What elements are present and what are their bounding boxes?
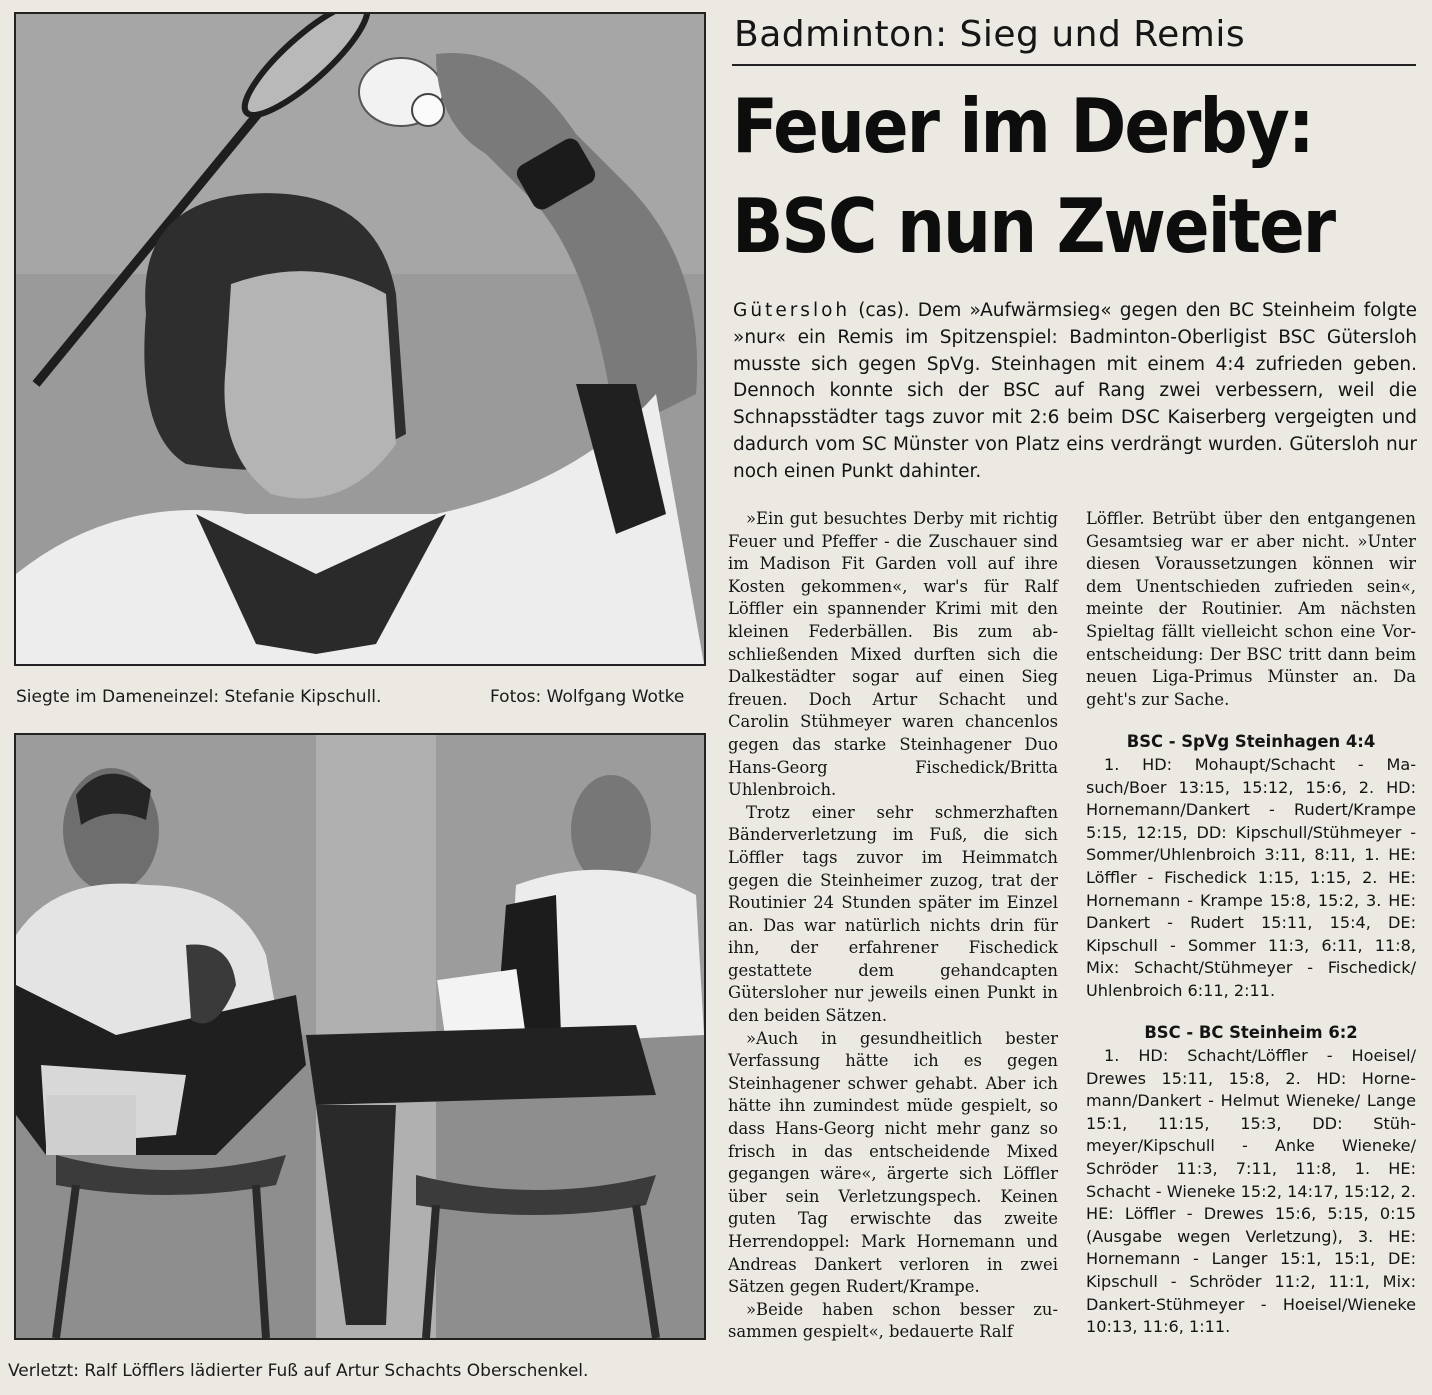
result-details-steinhagen: 1. HD: Mohaupt/Schacht - Masuch/Boer 13:15, 15:12, 15:6, 2. HD: Hornemann/Dankert - Rudert/Krampe 5:15, 12:15, DD: Kipschull/Stühmeyer - Sommer/Uhlenbroich 3:11, 8:11, 1. HE: Löffler - Fischedick 1:15, 1:15, 2. HE: Hornemann - Krampe 15:8, 15:2, 3. HE: Dankert - Rudert 15:11, 15:4, DE: Kipschull - Sommer 11:3, 6:11, 11:8, Mix: Schacht/Stühmeyer - Fischedick/ Uhlenbroich 6:11, 2:11. [1086, 754, 1416, 1000]
body-column-2 [1086, 508, 1416, 1339]
player-illustration [16, 14, 704, 664]
photo-seated-players [14, 733, 706, 1340]
result-title-steinheim: BSC - BC Steinheim 6:2 [1144, 1023, 1358, 1043]
photo-badminton-player [14, 12, 706, 666]
top-photo-caption: Siegte im Dameneinzel: Stefanie Kipschull. [16, 687, 382, 707]
lead-text: (cas). Dem »Aufwärmsieg« gegen den BC Steinheim folgte »nur« ein Remis im Spitzenspiel: Badminton-Oberligist BSC Gütersloh musste sich gegen SpVg. Steinhagen mit einem 4:4 zufrieden geben. Dennoch konnte sich der BSC auf Rang zwei verbessern, weil die Schnapsstädter tags zuvor mit 2:6 beim DSC Kaiserberg vergeigten und dadurch vom SC Münster von Platz eins verdrängt wurden. Gütersloh nur noch einen Punkt dahinter. [733, 300, 1417, 482]
seated-players-illustration [16, 735, 704, 1338]
body-paragraph: »Beide haben schon besser zusammen gespielt«, bedauerte Ralf [728, 1299, 1058, 1342]
result-title-steinhagen: BSC - SpVg Steinhagen 4:4 [1126, 732, 1376, 752]
kicker: Badminton: Sieg und Remis [734, 14, 1246, 55]
dateline: Gütersloh [733, 300, 851, 321]
headline-line-1: Feuer im Derby: [732, 82, 1313, 170]
bottom-photo-caption: Verletzt: Ralf Löfflers lädierter Fuß auf Artur Schachts Oberschenkel. [8, 1361, 589, 1381]
body-paragraph: »Auch in gesundheitlich bester Verfassung hätte ich es gegen Steinhagener schwer gehabt. Aber ich hätte ihn zumindest müde gespielt, so dass Hans-Georg nicht mehr ganz so frisch in das entscheidende Mixed gegangen wäre«, ärgerte sich Löffler über sein Verletzungspech. Keinen guten Tag erwischte das zweite Herrendoppel: Mark Hornemann und Andreas Dankert verloren in zwei Sätzen gegen Rudert/Krampe. [728, 1028, 1058, 1297]
photo-credit: Fotos: Wolfgang Wotke [490, 687, 685, 707]
headline-line-2: BSC nun Zweiter [732, 182, 1335, 270]
result-details-steinheim: 1. HD: Schacht/Löffler - Hoeisel/ Drewes 15:11, 15:8, 2. HD: Hornemann/Dankert - Helmut Wieneke/ Lange 15:1, 11:15, 15:3, DD: Stühmeyer/Kipschull - Anke Wieneke/ Schröder 11:3, 7:11, 11:8, 1. HE: Schacht - Wieneke 15:2, 14:17, 15:12, 2. HE: Löffler - Drewes 15:6, 5:15, 0:15 (Ausgabe wegen Verletzung), 3. HE: Hornemann - Langer 15:1, 15:1, DE: Kipschull - Schröder 11:2, 11:1, Mix: Dankert-Stühmeyer - Hoeisel/Wieneke 10:13, 11:6, 1:11. [1086, 1046, 1416, 1337]
kicker-rule [732, 64, 1416, 66]
body-paragraph: Trotz einer sehr schmerzhaften Bänderverletzung im Fuß, die sich Löffler tags zuvor im Heimmatch gegen die Steinheimer zuzog, trat der Routinier 24 Stunden später im Einzel an. Das war natürlich nichts drin für ihn, der erfahrener Fischedick gestattete dem gehandcapten Gütersloher nur jeweils einen Punkt in den beiden Sätzen. [728, 802, 1058, 1026]
body-paragraph: »Ein gut besuchtes Derby mit richtig Feuer und Pfeffer - die Zuschauer sind im Madison Fit Garden voll auf ihre Kosten gekommen«, war's für Ralf Löffler ein spannender Krimi mit den kleinen Federbällen. Bis zum abschließenden Mixed durften sich die Dalkestädter sogar auf einen Sieg freuen. Doch Artur Schacht und Carolin Stühmeyer waren chancenlos gegen das starke Steinhagener Duo Hans-Georg Fischedick/Britta Uhlenbroich. [728, 509, 1058, 800]
body-paragraph: Löffler. Betrübt über den entgangenen Gesamtsieg war er aber nicht. »Unter diesen Voraussetzungen können wir dem Unentschieden zufrieden sein«, meinte der Routinier. Am nächsten Spieltag fällt vielleicht schon eine Vorentscheidung: Der BSC tritt dann beim neuen Liga-Primus Münster an. Da geht's zur Sache. [1086, 509, 1416, 709]
headline [732, 76, 1422, 276]
body-column-1 [728, 508, 1058, 1344]
lead-paragraph [733, 298, 1417, 486]
